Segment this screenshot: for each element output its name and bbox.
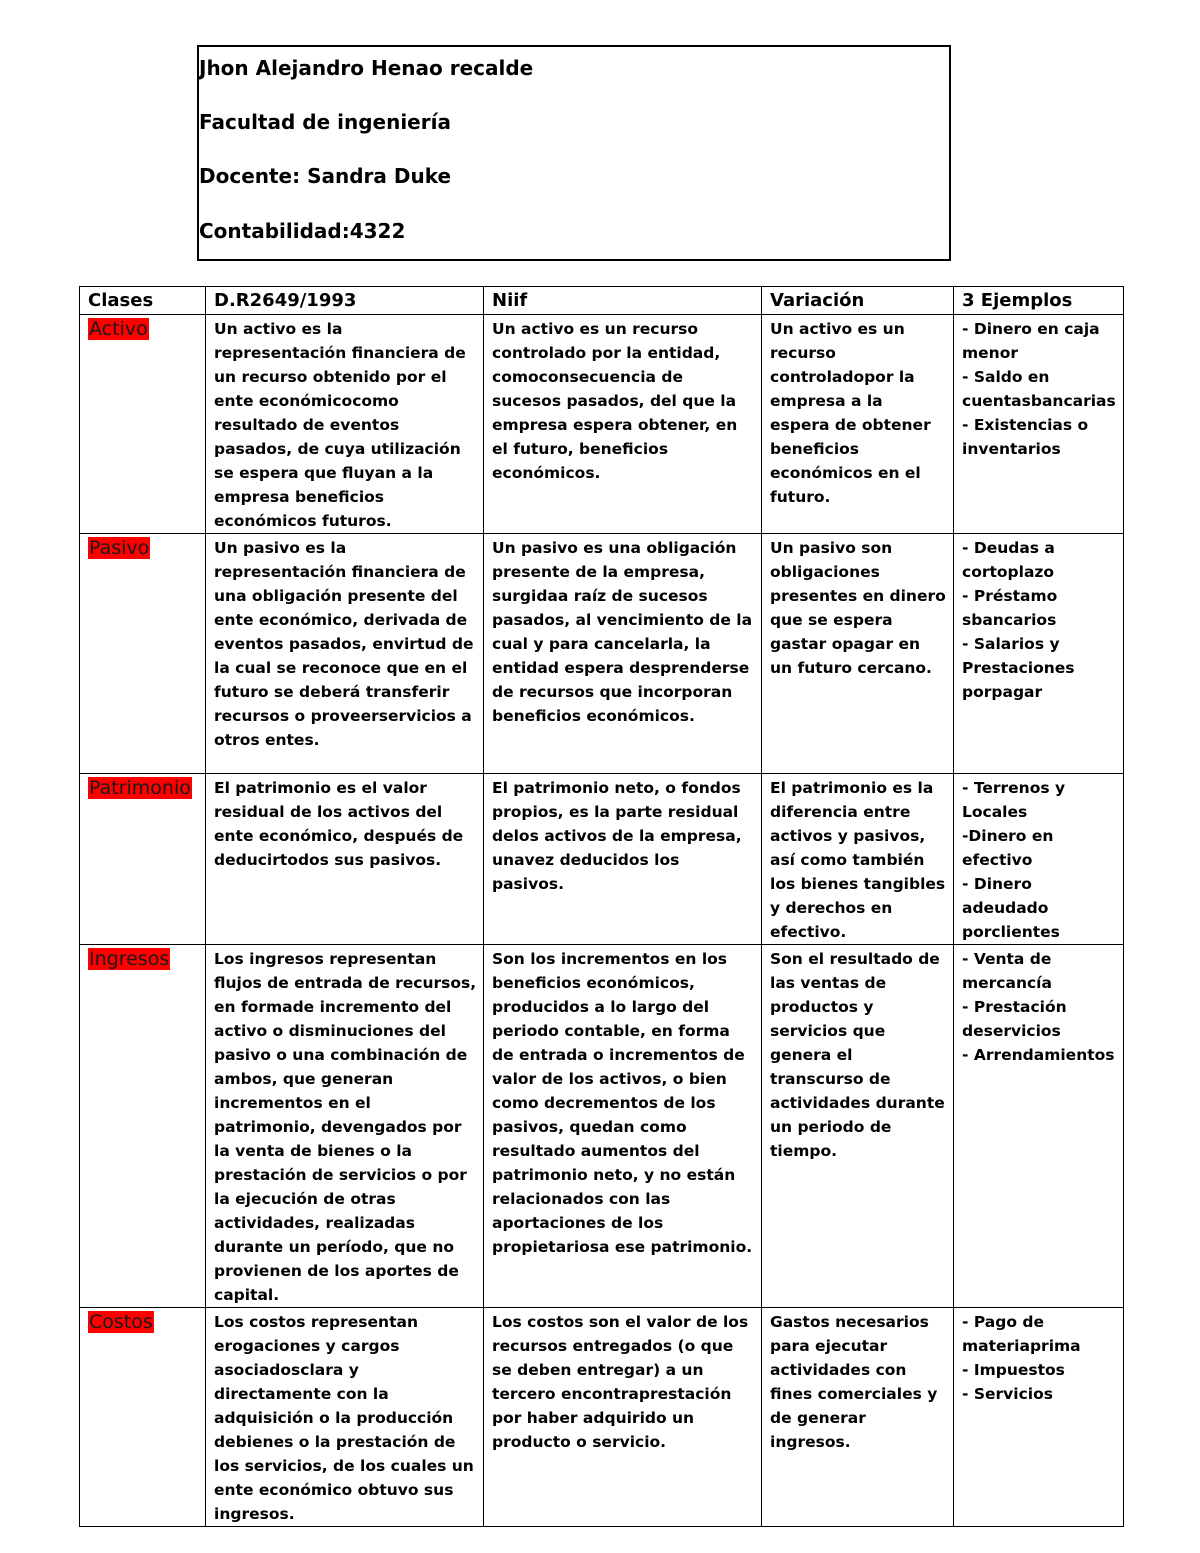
course: Contabilidad:4322 [199, 219, 406, 243]
example-item: - Venta de mercancía [962, 950, 1052, 992]
example-item: -Dinero en efectivo [962, 827, 1054, 869]
niif-definition-cell: El patrimonio neto, o fondos propios, es la parte residual delos activos de la empresa, unavez deducidos los pasivos. [484, 774, 762, 945]
table-row [80, 945, 1124, 1308]
example-item: - Dinero en caja menor [962, 320, 1100, 362]
example-item: - Arrendamientos [962, 1046, 1115, 1064]
table-row [80, 1308, 1124, 1527]
column-header-dr: D.R2649/1993 [206, 287, 484, 315]
example-item: - Saldo en cuentasbancarias [962, 368, 1116, 410]
class-label-costos: Costos [89, 1311, 153, 1333]
example-item: - Impuestos [962, 1361, 1065, 1379]
niif-definition-cell: Son los incrementos en los beneficios económicos, producidos a lo largo del periodo contable, en forma de entrada o incrementos de valor de los activos, o bien como decrementos de los pasivos, quedan como resultado aumentos del patrimonio neto, y no están relacionados con las aportaciones de los propietariosa ese patrimonio. [484, 945, 762, 1308]
class-cell [80, 945, 206, 1308]
example-item: - Salarios y Prestaciones porpagar [962, 635, 1075, 701]
dr-definition-cell: Los costos representan erogaciones y cargos asociadosclara y directamente con la adquisición o la producción debienes o la prestación de los servicios, de los cuales un ente económico obtuvo sus ingresos. [206, 1308, 484, 1527]
class-cell [80, 534, 206, 774]
dr-definition-cell: Un pasivo es la representación financiera de una obligación presente del ente económico, derivada de eventos pasados, envirtud de la cual se reconoce que en el futuro se deberá transferir recursos o proveerservicios a otros entes. [206, 534, 484, 774]
niif-definition-cell: Un pasivo es una obligación presente de la empresa, surgidaa raíz de sucesos pasados, al vencimiento de la cual y para cancelarla, la entidad espera desprenderse de recursos que incorporan beneficios económicos. [484, 534, 762, 774]
niif-definition-cell: Los costos son el valor de los recursos entregados (o que se deben entregar) a un tercero encontraprestación por haber adquirido un producto o servicio. [484, 1308, 762, 1527]
example-item: - Deudas a cortoplazo [962, 539, 1055, 581]
variation-cell: Son el resultado de las ventas de productos y servicios que genera el transcurso de actividades durante un periodo de tiempo. [762, 945, 954, 1308]
examples-cell [954, 774, 1124, 945]
table-row [80, 315, 1124, 534]
variation-cell: Un activo es un recurso controladopor la empresa a la espera de obtener beneficios económicos en el futuro. [762, 315, 954, 534]
class-label-patrimonio: Patrimonio [89, 777, 191, 799]
dr-definition-cell: Los ingresos representan flujos de entrada de recursos, en formade incremento del activo o disminuciones del pasivo o una combinación de ambos, que generan incrementos en el patrimonio, devengados por la venta de bienes o la prestación de servicios o por la ejecución de otras actividades, realizadas durante un período, que no provienen de los aportes de capital. [206, 945, 484, 1308]
variation-cell: Gastos necesarios para ejecutar actividades con fines comerciales y de generar ingresos. [762, 1308, 954, 1527]
example-item: - Servicios [962, 1385, 1053, 1403]
class-cell [80, 774, 206, 945]
column-header-ejemplos: 3 Ejemplos [954, 287, 1124, 315]
example-item: - Dinero adeudado porclientes [962, 875, 1060, 941]
class-label-ingresos: Ingresos [89, 948, 170, 970]
table-row [80, 774, 1124, 945]
table-header-row [80, 287, 1124, 315]
teacher: Docente: Sandra Duke [199, 164, 452, 188]
example-item: - Pago de materiaprima [962, 1313, 1081, 1355]
column-header-niif: Niif [484, 287, 762, 315]
example-item: - Existencias o inventarios [962, 416, 1089, 458]
niif-definition-cell: Un activo es un recurso controlado por la entidad, comoconsecuencia de sucesos pasados, del que la empresa espera obtener, en el futuro, beneficios económicos. [484, 315, 762, 534]
faculty: Facultad de ingeniería [199, 110, 451, 134]
dr-definition-cell: Un activo es la representación financiera de un recurso obtenido por el ente económicocomo resultado de eventos pasados, de cuya utilización se espera que fluyan a la empresa beneficios económicos futuros. [206, 315, 484, 534]
class-label-pasivo: Pasivo [89, 537, 150, 559]
variation-cell: Un pasivo son obligaciones presentes en dinero que se espera gastar opagar en un futuro cercano. [762, 534, 954, 774]
examples-cell [954, 315, 1124, 534]
student-name: Jhon Alejandro Henao recalde [199, 56, 534, 80]
class-cell [80, 315, 206, 534]
class-label-activo: Activo [89, 318, 148, 340]
example-item: - Terrenos y Locales [962, 779, 1066, 821]
example-item: - Préstamo sbancarios [962, 587, 1058, 629]
dr-definition-cell: El patrimonio es el valor residual de los activos del ente económico, después de deducirtodos sus pasivos. [206, 774, 484, 945]
examples-cell [954, 534, 1124, 774]
accounting-classes-table [79, 286, 1124, 1527]
variation-cell: El patrimonio es la diferencia entre activos y pasivos, así como también los bienes tangibles y derechos en efectivo. [762, 774, 954, 945]
examples-cell [954, 945, 1124, 1308]
table-row [80, 534, 1124, 774]
examples-cell [954, 1308, 1124, 1527]
column-header-variacion: Variación [762, 287, 954, 315]
example-item: - Prestación deservicios [962, 998, 1067, 1040]
header-box [197, 45, 951, 261]
column-header-clases: Clases [80, 287, 206, 315]
class-cell [80, 1308, 206, 1527]
